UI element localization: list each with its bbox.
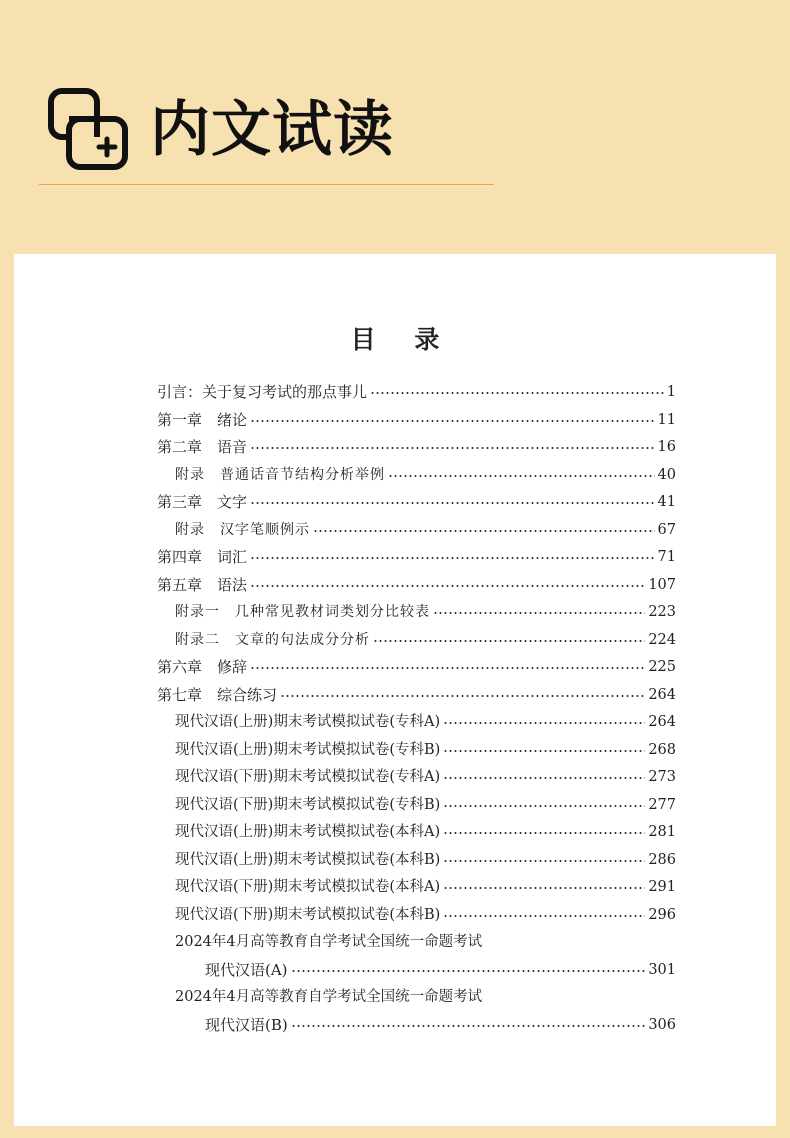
toc-entry-title: 现代汉语(B) [205, 1015, 288, 1034]
toc-entry-page: 264 [648, 714, 676, 730]
toc-leader-dots [250, 585, 645, 587]
toc-entry [157, 490, 676, 514]
toc-entry [157, 435, 676, 459]
toc-entry-page: 225 [648, 659, 676, 675]
toc-entry [175, 738, 676, 762]
toc-leader-dots [443, 777, 645, 779]
toc-entry-page: 268 [648, 741, 676, 758]
toc-entry-title: 第三章 文字 [157, 493, 248, 511]
toc-entry [175, 820, 676, 844]
toc-leader-dots [443, 805, 645, 807]
toc-entry-title: 附录 汉字笔顺例示 [175, 521, 310, 538]
toc-entry-page: 301 [648, 961, 676, 978]
toc-entry-title: 现代汉语(下册)期末考试模拟试卷(本科B) [175, 906, 441, 923]
toc-leader-dots [313, 530, 655, 532]
toc-entry-title: 现代汉语(下册)期末考试模拟试卷(本科A) [175, 879, 441, 895]
toc-entry [157, 573, 676, 597]
toc-entry [175, 930, 482, 954]
toc-leader-dots [443, 832, 645, 834]
toc-entry [175, 903, 676, 927]
toc-leader-dots [250, 667, 645, 669]
toc-entry-title: 现代汉语(A) [205, 960, 288, 979]
toc-leader-dots [388, 475, 655, 477]
copy-add-icon [47, 87, 131, 171]
toc-leader-dots [443, 722, 645, 724]
toc-entry-title: 第一章 绪论 [157, 410, 248, 429]
toc-leader-dots [280, 695, 645, 697]
toc-entry [175, 848, 676, 872]
toc-entry-title: 引言：关于复习考试的那点事儿 [157, 383, 368, 401]
toc-entry-title: 2024年4月高等教育自学考试全国统一命题考试 [175, 934, 483, 950]
toc-entry-page: 286 [648, 851, 676, 868]
toc-entry [175, 710, 676, 734]
toc-entry-page: 281 [648, 824, 676, 840]
toc-leader-dots [443, 860, 645, 862]
toc-entry-title: 附录二 文章的句法成分分析 [175, 631, 370, 648]
toc-entry [175, 765, 676, 789]
title-divider [39, 184, 494, 185]
toc-entry-title: 第二章 语音 [157, 438, 248, 456]
toc-entry-page: 71 [657, 549, 676, 565]
toc-entry-title: 现代汉语(下册)期末考试模拟试卷(专科A) [175, 769, 441, 785]
toc-entry [175, 463, 676, 487]
toc-leader-dots [291, 1025, 646, 1027]
toc-heading: 目 录 [350, 325, 440, 354]
toc-leader-dots [250, 420, 655, 422]
toc-entry [157, 683, 676, 707]
toc-entry-page: 224 [648, 631, 676, 648]
toc-entry-title: 现代汉语(上册)期末考试模拟试卷(本科A) [175, 824, 441, 840]
toc-entry-title: 附录一 几种常见教材词类划分比较表 [175, 604, 430, 620]
toc-entry-page: 223 [648, 604, 676, 620]
toc-leader-dots [250, 502, 655, 504]
toc-entry [157, 380, 676, 404]
toc-entry-page: 107 [648, 576, 676, 593]
toc-entry [175, 600, 676, 624]
toc-entry [175, 985, 482, 1009]
toc-entry-page: 41 [657, 494, 676, 510]
toc-entry-page: 16 [657, 439, 676, 455]
toc-entry-title: 第七章 综合练习 [157, 685, 278, 704]
toc-entry-page: 67 [657, 521, 676, 538]
toc-entry-title: 现代汉语(下册)期末考试模拟试卷(专科B) [175, 796, 441, 813]
toc-entry-page: 306 [648, 1016, 676, 1033]
toc-leader-dots [291, 970, 646, 972]
toc-entry [205, 958, 676, 982]
document-page [14, 254, 776, 1126]
toc-entry-title: 现代汉语(上册)期末考试模拟试卷(专科B) [175, 741, 441, 758]
toc-entry [175, 875, 676, 899]
page-title: 内文试读 [150, 95, 394, 165]
toc-entry [175, 793, 676, 817]
toc-entry-page: 264 [648, 686, 676, 703]
toc-entry [175, 628, 676, 652]
toc-entry-page: 1 [666, 384, 676, 400]
toc-entry [157, 408, 676, 432]
toc-entry [157, 655, 676, 679]
toc-entry-title: 附录 普通话音节结构分析举例 [175, 466, 385, 483]
toc-leader-dots [433, 612, 645, 614]
toc-entry-page: 11 [657, 411, 676, 428]
toc-leader-dots [250, 557, 655, 559]
toc-entry-title: 第四章 词汇 [157, 548, 248, 566]
toc-leader-dots [250, 447, 655, 449]
toc-leader-dots [443, 915, 645, 917]
toc-entry-page: 296 [648, 906, 676, 923]
toc-entry-title: 第六章 修辞 [157, 658, 248, 676]
toc-entry-title: 现代汉语(上册)期末考试模拟试卷(本科B) [175, 851, 441, 868]
toc-entry-page: 40 [657, 466, 676, 483]
toc-leader-dots [443, 750, 645, 752]
toc-entry-title: 现代汉语(上册)期末考试模拟试卷(专科A) [175, 714, 441, 730]
toc-entry-page: 277 [648, 796, 676, 813]
toc-entry-page: 291 [648, 879, 676, 895]
toc-leader-dots [443, 887, 645, 889]
toc-leader-dots [373, 640, 645, 642]
toc-entry-page: 273 [648, 769, 676, 785]
toc-leader-dots [370, 392, 664, 394]
toc-entry [205, 1013, 676, 1037]
toc-entry-title: 2024年4月高等教育自学考试全国统一命题考试 [175, 989, 483, 1005]
banner [0, 0, 790, 254]
toc-entry-title: 第五章 语法 [157, 575, 248, 594]
toc-entry [175, 518, 676, 542]
toc-entry [157, 545, 676, 569]
